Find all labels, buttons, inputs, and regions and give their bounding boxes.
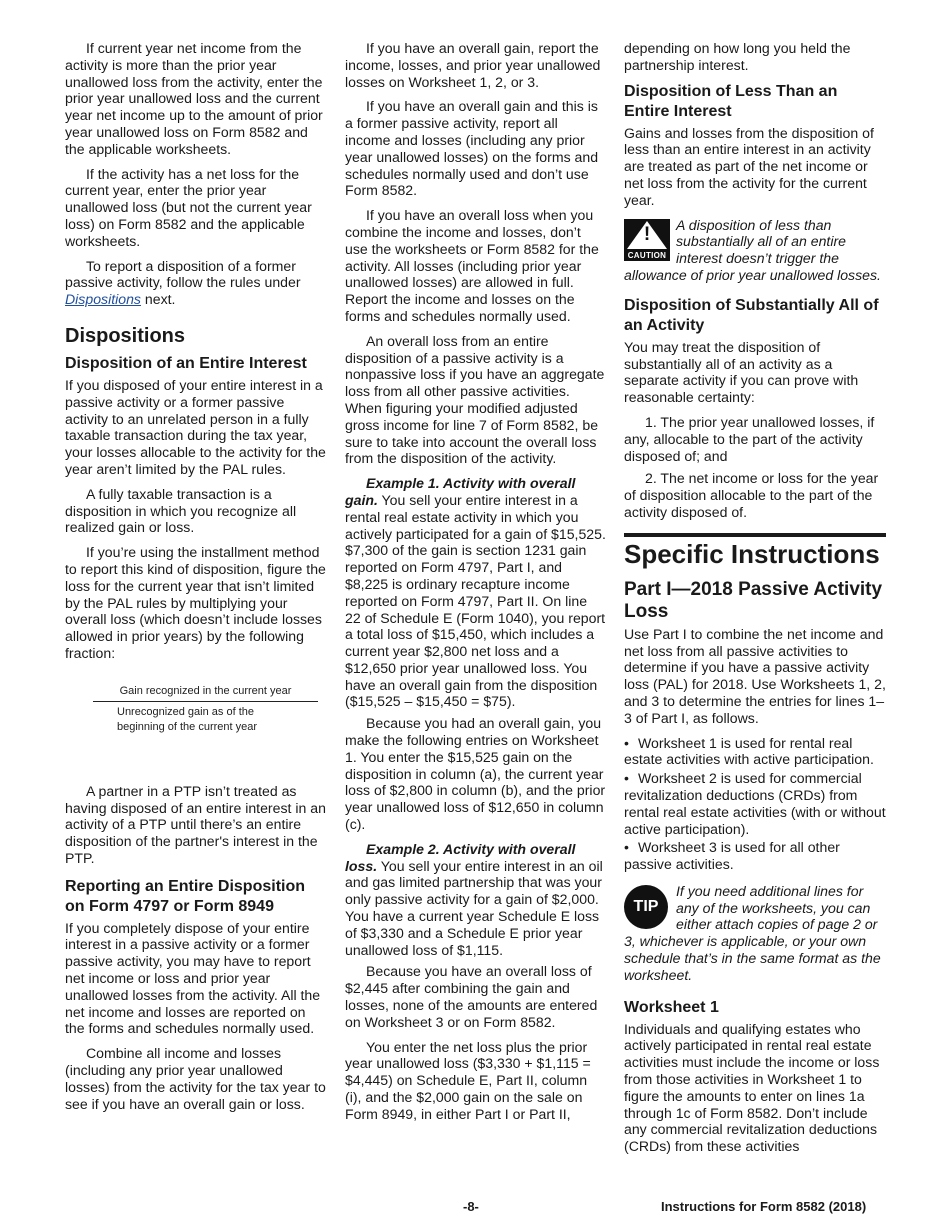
list-item: 2. The net income or loss for the year of disposition allocable to the part of the activity disposed of. bbox=[624, 470, 879, 520]
example-1 bbox=[345, 475, 606, 710]
paragraph: If you have an overall loss when you combine the income and losses, don’t use the worksheets or Form 8582 for the activity. All losses (including prior year unallowed losses) are allowed in full. Report the income and losses on the forms and schedules normally used. bbox=[345, 207, 599, 324]
example-1-title: Example 1. Activity with overall gain. bbox=[345, 475, 576, 508]
tip-note bbox=[624, 883, 886, 984]
column-2 bbox=[345, 40, 606, 1131]
fraction-denominator: Unrecognized gain as of the beginning of the current year bbox=[117, 705, 258, 733]
subheading-substantially-all: Disposition of Substantially All of an Activity bbox=[624, 296, 879, 334]
paragraph: Gains and losses from the disposition of less than an entire interest in an activity are treated as part of the net income or net loss from the activity for the current year. bbox=[624, 124, 874, 208]
list-item: 1. The prior year unallowed losses, if any, allocable to the part of the activity disposed of; and bbox=[624, 413, 875, 464]
caution-mark: ! bbox=[643, 223, 651, 245]
paragraph: A partner in a PTP isn’t treated as having disposed of an entire interest in an activity of a PTP until there’s an entire disposition of the partner's interest in the PTP. bbox=[65, 782, 326, 866]
caution-note bbox=[624, 217, 886, 284]
list-item bbox=[624, 839, 886, 873]
list-item bbox=[624, 770, 886, 837]
paragraph: You enter the net loss plus the prior year unallowed loss ($3,330 + $1,115 = $4,445) on Schedule E, Part II, column (i), and the $2,000 gain on the sale on Form 8949, in either Part I or Part II, bbox=[345, 1038, 591, 1122]
column-3 bbox=[624, 40, 886, 1163]
paragraph: If current year net income from the activity is more than the prior year unallowed loss from the activity, enter the prior year unallowed loss and the current year net income up to the amount of prior year unallowed loss on Form 8582 and the applicable worksheets. bbox=[65, 40, 323, 157]
bullet-icon: • bbox=[624, 734, 629, 751]
list-item bbox=[624, 735, 886, 769]
paragraph: Use Part I to combine the net income and net loss from all passive activities to determine if you have a passive activity loss (PAL) for 2018. Use Worksheets 1, 2, and 3 to determine the entries for lines 1–3 of Part I, as follows. bbox=[624, 625, 886, 726]
subheading-part-1: Part I—2018 Passive Activity Loss bbox=[624, 578, 883, 622]
paragraph: If the activity has a net loss for the current year, enter the prior year unallowed loss (but not the current year loss) on Form 8582 and the applicable worksheets. bbox=[65, 165, 312, 249]
paragraph: An overall loss from an entire disposition of a passive activity is a nonpassive loss if you have an aggregate loss from all other passive activities. When figuring your modified adjusted gross income for line 7 of Form 8582, be sure to take into account the overall loss from the disposition of the activity. bbox=[345, 332, 605, 467]
page-number: -8- bbox=[463, 1199, 479, 1214]
paragraph: If you completely dispose of your entire interest in a passive activity or a former passive activity, you may have to report net income or loss and prior year unallowed losses from the activity. All the net income and losses are reported on the forms and schedules normally used. bbox=[65, 919, 321, 1037]
paragraph: Individuals and qualifying estates who actively participated in rental real estate activities must include the income or loss from those activities in Worksheet 1 to figure the amounts to enter on lines 1a through 1c of Form 8582. Don’t include any commercial revitalization deductions (CRDs) from these activities bbox=[624, 1020, 880, 1155]
paragraph-text: next. bbox=[140, 291, 176, 308]
caution-label: CAUTION bbox=[627, 250, 667, 260]
tip-text: If you need additional lines for any of the worksheets, you can either attach copies of page 2 or 3, whichever is applicable, or your own schedule that’s in the same format as the worksheet. bbox=[624, 882, 881, 983]
tip-icon bbox=[624, 885, 670, 927]
paragraph: Because you had an overall gain, you make the following entries on Worksheet 1. You enter the $15,525 gain on the disposition in column (a), the current year loss of $2,800 in column (b), and the prior year unallowed loss of $12,650 in column (c). bbox=[345, 715, 606, 833]
paragraph: Combine all income and losses (including any prior year unallowed losses) from the activity for the tax year to see if you have an overall gain or loss. bbox=[65, 1045, 326, 1112]
example-1-text: You sell your entire interest in a rental real estate activity in which you actively participated for a gain of $15,525. $7,300 of the gain is section 1231 gain reported on Form 4797, Part I, and $8,225 is ordinary recapture income reported on Form 4797, Part II. On line 22 of Schedule E (Form 1040), you report a total loss of $15,450, which includes a current year $2,800 net loss and a $12,650 prior year unallowed loss. You have an overall gain from the disposition ($15,525 – $15,450 = $75). bbox=[345, 491, 606, 710]
caution-text: A disposition of less than substantially all of an entire interest doesn’t trigger the allowance of prior year unallowed losses. bbox=[624, 216, 881, 283]
subheading-entire-interest: Disposition of an Entire Interest bbox=[65, 354, 307, 372]
column-1 bbox=[65, 40, 327, 1120]
specific-instructions-rule bbox=[624, 533, 886, 569]
paragraph: If you have an overall gain and this is a former passive activity, report all income and losses (including any prior year unallowed losses) on the forms and schedules normally used and don’t use Form 8582. bbox=[345, 98, 599, 199]
paragraph: You may treat the disposition of substantially all of an activity as a separate activity if you can prove with reasonable certainty: bbox=[624, 338, 859, 406]
footer-title: Instructions for Form 8582 (2018) bbox=[661, 1199, 867, 1214]
section-heading-dispositions: Dispositions bbox=[65, 324, 186, 347]
section-heading-specific-instructions: Specific Instructions bbox=[624, 538, 880, 569]
bullet-text: Worksheet 2 is used for commercial revitalization deductions (CRDs) from rental real estate activities (with or without active participation). bbox=[624, 770, 886, 837]
paragraph: If you have an overall gain, report the income, losses, and prior year unallowed losses on Worksheet 1, 2, or 3. bbox=[345, 40, 601, 90]
paragraph-text: To report a disposition of a former passive activity, follow the rules under bbox=[65, 257, 301, 291]
dispositions-link[interactable]: Dispositions bbox=[65, 291, 141, 308]
bullet-icon: • bbox=[624, 839, 629, 856]
bullet-text: Worksheet 1 is used for rental real estate activities with active participation. bbox=[624, 734, 874, 768]
paragraph: A fully taxable transaction is a disposition in which you recognize all realized gain or loss. bbox=[65, 485, 297, 536]
bullet-text: Worksheet 3 is used for all other passive activities. bbox=[624, 839, 840, 873]
paragraph: If you’re using the installment method to report this kind of disposition, figure the loss for the current year that isn’t limited by the PAL rules by multiplying your overall loss (which doesn’t include losses allowed in prior years) by the following fraction: bbox=[65, 544, 326, 661]
caution-icon bbox=[624, 219, 670, 261]
subheading-less-than-entire: Disposition of Less Than an Entire Interest bbox=[624, 82, 838, 120]
example-2-title: Example 2. Activity with overall loss. bbox=[345, 840, 576, 874]
example-2 bbox=[345, 841, 606, 959]
tip-label: TIP bbox=[633, 897, 659, 915]
example-2-text: You sell your entire interest in an oil and gas limited partnership that was your only passive activity for a gain of $2,000. You have a current year Schedule E loss of $3,330 and a Schedule E prior year unallowed loss of $1,115. bbox=[345, 857, 603, 958]
paragraph: If you disposed of your entire interest in a passive activity or a former passive activity to an unrelated person in a fully taxable transaction during the tax year, your losses allocable to the activity for the year aren’t limited by the PAL rules. bbox=[65, 376, 326, 477]
subheading-worksheet-1: Worksheet 1 bbox=[624, 998, 719, 1016]
paragraph: Because you have an overall loss of $2,445 after combining the gain and losses, none of the amounts are entered on Worksheet 3 or on Form 8582. bbox=[345, 963, 598, 1030]
paragraph: depending on how long you held the partnership interest. bbox=[624, 40, 851, 73]
paragraph bbox=[65, 258, 327, 308]
gain-fraction bbox=[65, 684, 327, 735]
subheading-reporting-disposition: Reporting an Entire Disposition on Form 4797 or Form 8949 bbox=[65, 877, 306, 915]
fraction-numerator: Gain recognized in the current year bbox=[93, 684, 318, 702]
bullet-icon: • bbox=[624, 770, 629, 787]
